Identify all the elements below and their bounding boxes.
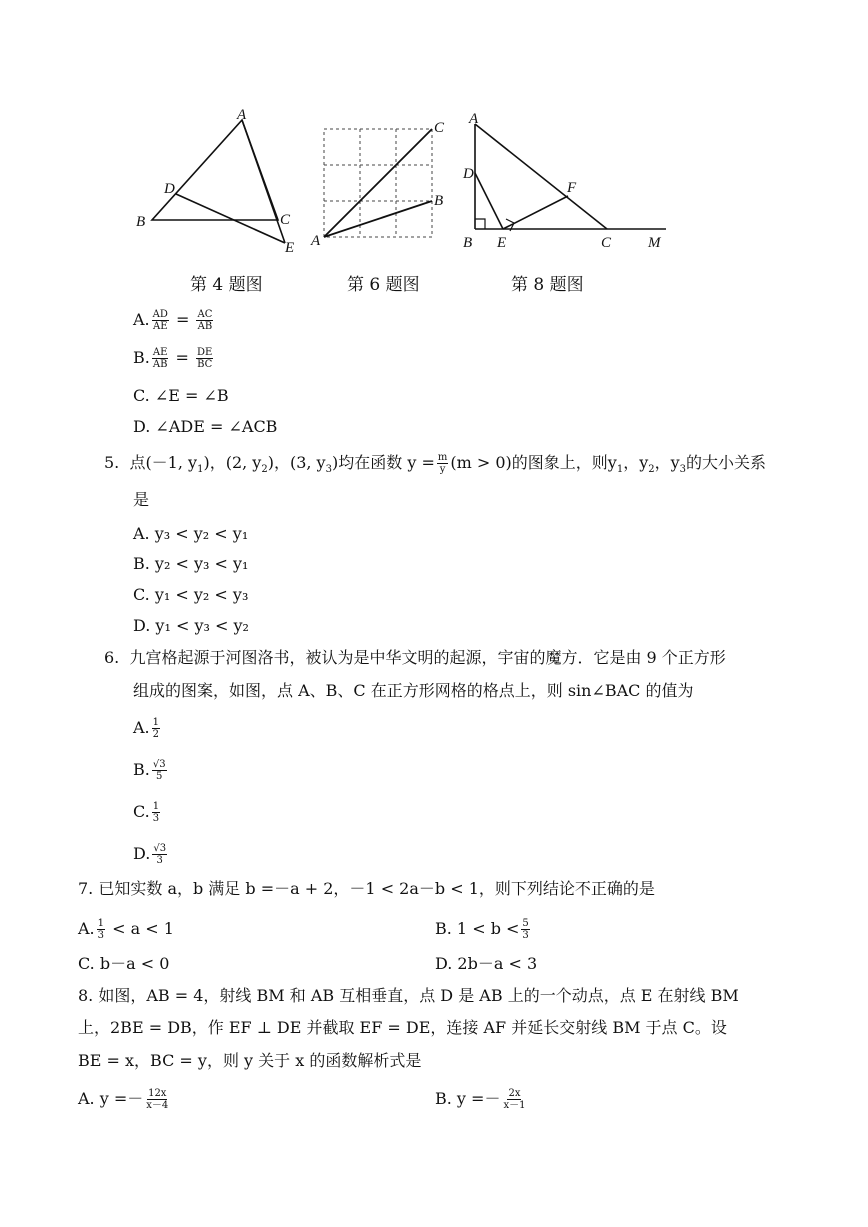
label-f: F <box>567 180 577 196</box>
segment-de <box>475 173 503 229</box>
q5-option-d: D. y₁ < y₃ < y₂ <box>133 616 249 635</box>
segment-de <box>176 194 285 243</box>
label-m: M <box>648 235 661 251</box>
figure-q8-caption: 第 8 题图 <box>511 275 584 295</box>
label-b: B <box>463 235 473 251</box>
label-c: C <box>434 120 445 136</box>
figure-q8 <box>455 105 675 255</box>
segment-ef <box>503 196 568 229</box>
q6-stem-line2: 组成的图案，如图，点 A、B、C 在正方形网格的格点上，则 sin∠BAC 的值为 <box>133 681 694 700</box>
label-b: B <box>434 193 444 209</box>
q6-option-d: D. $\frac{√3}{3}$ <box>133 843 167 866</box>
label-c: C <box>601 235 612 251</box>
q7-option-a: A. $\frac{1}{3}$ < a < 1 <box>78 918 174 941</box>
q7-option-d: D. 2b－a < 3 <box>435 954 538 973</box>
q4-option-b: B. $\frac{AE}{AB}$ = $\frac{DE}{BC}$ <box>133 347 213 370</box>
segment-ae <box>242 120 285 243</box>
q6-option-c: C. $\frac{1}{3}$ <box>133 801 160 824</box>
segment-ac <box>324 129 432 237</box>
q5-stem-line2: 是 <box>133 490 150 509</box>
label-c: C <box>280 212 291 228</box>
label-b: B <box>136 214 146 230</box>
q5-stem: 5. 点(－1, $y_1$)，(2, $y_2$)，(3, $y_3$)均在函数 y = $\frac{m}{y}$ (m > 0)的图象上，则$y_1$，$y_2$，$y_3$的大小关系 <box>104 452 767 476</box>
q5-option-b: B. y₂ < y₃ < y₁ <box>133 554 249 573</box>
figure-q6 <box>310 115 455 250</box>
q5-option-c: C. y₁ < y₂ < y₃ <box>133 585 249 604</box>
label-a: A <box>311 233 321 249</box>
label-d: D <box>463 166 474 182</box>
q7-option-c: C. b－a < 0 <box>78 954 170 973</box>
q8-stem-line3: BE = x，BC = y，则 y 关于 x 的函数解析式是 <box>78 1051 422 1070</box>
q4-option-c: C. ∠E = ∠B <box>133 386 229 405</box>
q8-option-a: A. y =－ $\frac{12x}{x-4}$ <box>78 1088 169 1111</box>
label-a: A <box>469 111 479 127</box>
q8-option-b: B. y =－ $\frac{2x}{x-1}$ <box>435 1088 526 1111</box>
figure-q4-caption: 第 4 题图 <box>190 275 263 295</box>
figure-q4 <box>130 100 310 260</box>
q7-stem: 7. 已知实数 a，b 满足 b =－a + 2，－1 < 2a－b < 1，则下列结论不正确的是 <box>78 879 655 898</box>
q4-option-d: D. ∠ADE = ∠ACB <box>133 417 278 436</box>
q5-option-a: A. y₃ < y₂ < y₁ <box>133 524 249 543</box>
q6-option-b: B. $\frac{√3}{5}$ <box>133 759 166 782</box>
label-d: D <box>164 181 175 197</box>
label-a: A <box>237 107 247 123</box>
q8-stem-line2: 上，2BE = DB，作 EF ⊥ DE 并截取 EF = DE，连接 AF 并延长交射线 BM 于点 C。设 <box>78 1018 727 1037</box>
label-e: E <box>285 240 295 256</box>
figure-q6-caption: 第 6 题图 <box>347 275 420 295</box>
q7-option-b: B. 1 < b < $\frac{5}{3}$ <box>435 918 529 941</box>
right-angle-b <box>475 219 485 229</box>
q6-stem: 6. 九宫格起源于河图洛书，被认为是中华文明的起源，宇宙的魔方．它是由 9 个正方形 <box>104 648 726 667</box>
q8-stem-line1: 8. 如图，AB = 4，射线 BM 和 AB 互相垂直，点 D 是 AB 上的一个动点，点 E 在射线 BM <box>78 986 739 1005</box>
q6-option-a: A. $\frac{1}{2}$ <box>133 717 160 740</box>
q4-option-a: A. $\frac{AD}{AE}$ = $\frac{AC}{AB}$ <box>133 309 213 332</box>
segment-ab <box>324 201 432 237</box>
label-e: E <box>497 235 507 251</box>
